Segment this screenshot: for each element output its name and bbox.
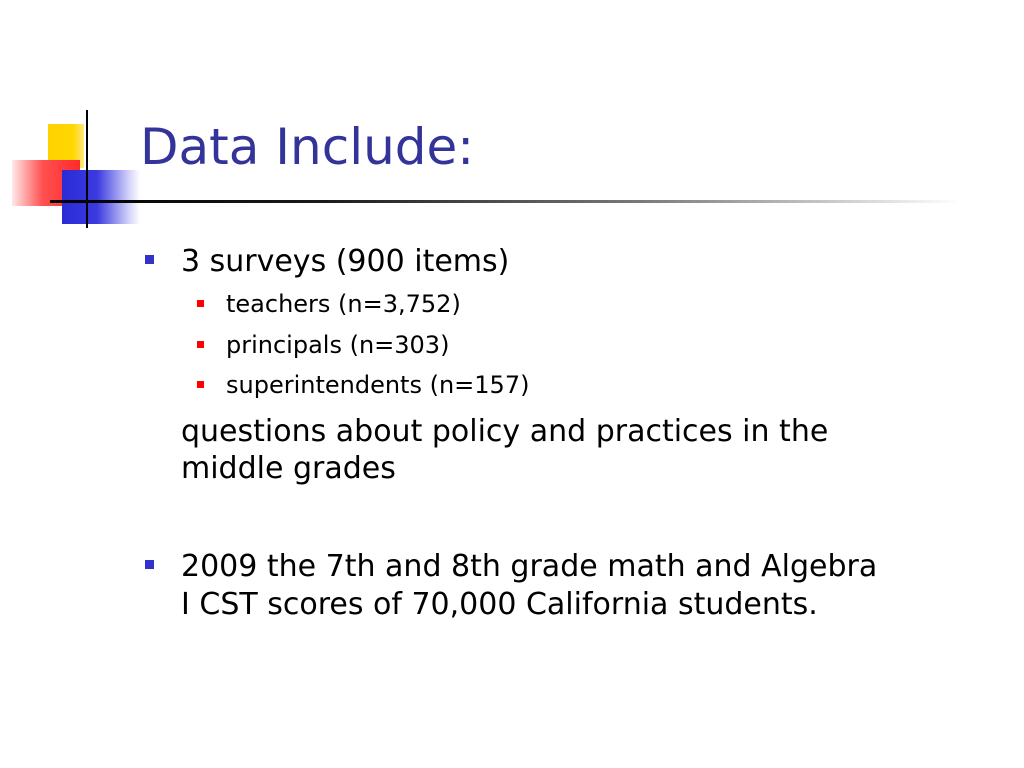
decorative-blue-square bbox=[62, 170, 140, 224]
bullet-square-icon bbox=[145, 560, 154, 569]
bullet-item-surveys bbox=[145, 243, 509, 281]
subbullet-square-icon bbox=[197, 381, 204, 388]
bullet-item-cst-scores bbox=[145, 548, 877, 586]
title-underline-rule bbox=[50, 200, 960, 203]
decorative-vertical-line bbox=[86, 110, 88, 228]
subbullet-text: teachers (n=3,752) bbox=[226, 290, 461, 318]
bullet-text: 3 surveys (900 items) bbox=[181, 244, 510, 279]
subbullet-text: principals (n=303) bbox=[226, 331, 450, 359]
subbullet-text: superintendents (n=157) bbox=[226, 371, 530, 399]
subbullet-item-superintendents bbox=[197, 370, 529, 400]
subbullet-item-teachers bbox=[197, 289, 461, 319]
continuation-line-2: middle grades bbox=[181, 451, 396, 486]
bullet-square-icon bbox=[145, 255, 154, 264]
slide-title: Data Include: bbox=[140, 118, 475, 176]
bullet-continuation-line: I CST scores of 70,000 California students. bbox=[181, 587, 818, 622]
subbullet-square-icon bbox=[197, 300, 204, 307]
subbullet-square-icon bbox=[197, 341, 204, 348]
bullet-text: 2009 the 7th and 8th grade math and Algebra bbox=[181, 549, 878, 584]
continuation-line-1: questions about policy and practices in the bbox=[181, 414, 829, 449]
subbullet-item-principals bbox=[197, 330, 449, 360]
